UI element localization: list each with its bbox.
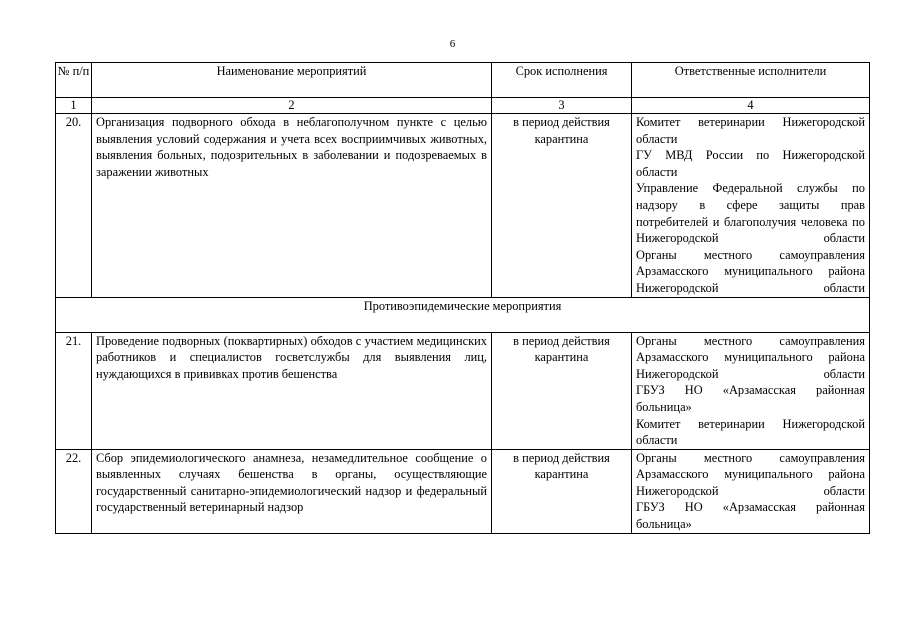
section-title: Противоэпидемические мероприятия bbox=[56, 297, 870, 332]
table-row bbox=[56, 332, 870, 449]
header-name: Наименование мероприятий bbox=[92, 63, 492, 98]
header-num: № п/п bbox=[56, 63, 92, 98]
header-term: Срок исполнения bbox=[492, 63, 632, 98]
table-header-row bbox=[56, 63, 870, 98]
measure-name: Организация подворного обхода в неблагополучном пункте с целью выявления условий содержания и учета всех восприимчивых животных, выявления больных, подозрительных в заболевании и подозреваемых в заражении животных bbox=[92, 114, 492, 298]
table-row bbox=[56, 114, 870, 298]
responsible-item: ГБУЗ НО «Арзамасская районная больница» bbox=[636, 383, 865, 414]
responsible-item: Комитет ветеринарии Нижегородской области bbox=[636, 115, 865, 146]
table-row bbox=[56, 449, 870, 533]
responsible-executors bbox=[632, 114, 870, 298]
measure-name: Сбор эпидемиологического анамнеза, незамедлительное сообщение о выявленных случаях бешенства в органы, осуществляющие государственный санитарно-эпидемиологический надзор и федеральный государственный ветеринарный надзор bbox=[92, 449, 492, 533]
responsible-item: ГБУЗ НО «Арзамасская районная больница» bbox=[636, 500, 865, 532]
measure-term: в период действия карантина bbox=[492, 114, 632, 298]
page-number: 6 bbox=[449, 38, 456, 50]
responsible-item: Комитет ветеринарии Нижегородской области bbox=[636, 416, 865, 448]
column-number-row bbox=[56, 98, 870, 114]
measure-term: в период действия карантина bbox=[492, 449, 632, 533]
responsible-executors bbox=[632, 449, 870, 533]
measures-table bbox=[55, 62, 870, 534]
responsible-item: Органы местного самоуправления Арзамасского муниципального района Нижегородской области bbox=[636, 247, 865, 295]
column-number: 3 bbox=[492, 98, 632, 114]
column-number: 2 bbox=[92, 98, 492, 114]
row-number: 22. bbox=[56, 449, 92, 533]
section-row bbox=[56, 297, 870, 332]
row-number: 20. bbox=[56, 114, 92, 298]
column-number: 4 bbox=[632, 98, 870, 114]
responsible-item: Органы местного самоуправления Арзамасского муниципального района Нижегородской области bbox=[636, 450, 865, 498]
responsible-item: Органы местного самоуправления Арзамасского муниципального района Нижегородской области bbox=[636, 333, 865, 381]
measure-term: в период действия карантина bbox=[492, 332, 632, 449]
responsible-executors bbox=[632, 332, 870, 449]
header-responsible: Ответственные исполнители bbox=[632, 63, 870, 98]
responsible-item: ГУ МВД России по Нижегородской области bbox=[636, 148, 865, 179]
row-number: 21. bbox=[56, 332, 92, 449]
column-number: 1 bbox=[56, 98, 92, 114]
responsible-item: Управление Федеральной службы по надзору в сфере защиты прав потребителей и благополучия человека по Нижегородской области bbox=[636, 181, 865, 246]
measure-name: Проведение подворных (поквартирных) обходов с участием медицинских работников и специалистов госветслужбы для выявления лиц, нуждающихся в прививках против бешенства bbox=[92, 332, 492, 449]
